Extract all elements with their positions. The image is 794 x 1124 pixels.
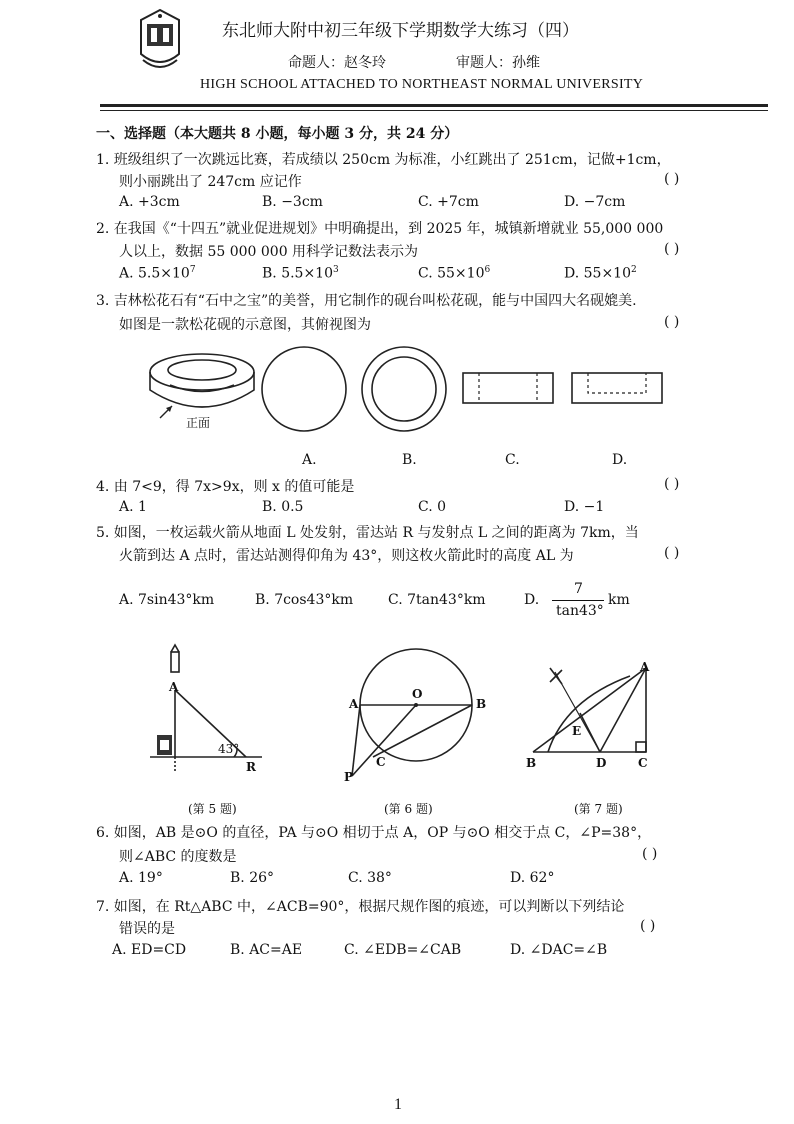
q5-answer-paren: ( ): [664, 545, 680, 561]
fig6-label-p: P: [344, 770, 354, 784]
q5-stem-line2: 火箭到达 A 点时，雷达站测得仰角为 43°，则这枚火箭此时的高度 AL 为: [119, 548, 574, 564]
q5-option-d-unit: km: [608, 592, 630, 608]
fig6-label-b: B: [476, 697, 487, 711]
fig5-label-r: R: [246, 760, 256, 774]
q1-answer-paren: ( ): [664, 171, 680, 187]
q2-stem-line2: 人以上，数据 55 000 000 用科学记数法表示为: [119, 244, 419, 260]
q6-answer-paren: ( ): [642, 846, 658, 862]
q2-option-c: C. $55\times 10^6$: [418, 265, 491, 282]
q6-option-c: C. 38°: [348, 870, 392, 886]
q6-stem-line1: 6. 如图，AB 是⊙O 的直径，PA 与⊙O 相切于点 A，OP 与⊙O 相交于点 C，∠P=38°，: [96, 825, 652, 841]
q4-option-a: A. 1: [119, 499, 147, 515]
q3-fig-label-b: B.: [402, 452, 417, 468]
q5-option-d-prefix: D.: [524, 592, 540, 608]
q2-stem-line1: 2. 在我国《“十四五”就业促进规划》中明确提出，到 2025 年，城镇新增就业 55,000 000: [96, 221, 664, 237]
q4-option-d: D. −1: [564, 499, 605, 515]
fig5-angle-label: 43°: [218, 742, 240, 756]
q7-stem-line1: 7. 如图，在 Rt△ABC 中，∠ACB=90°，根据尺规作图的痕迹，可以判断以下列结论: [96, 899, 625, 915]
q6-option-d: D. 62°: [510, 870, 555, 886]
section-heading: 一、选择题（本大题共 8 小题，每小题 3 分，共 24 分）: [96, 126, 459, 142]
fig7-construction: [533, 668, 646, 752]
fig7-label-e: E: [572, 724, 582, 738]
author: 命题人：赵冬玲: [288, 55, 386, 71]
q2-answer-paren: ( ): [664, 241, 680, 257]
fig7-label-d: D: [596, 756, 607, 770]
q3-stem-line2: 如图是一款松花砚的示意图，其俯视图为: [119, 317, 371, 333]
reviewer: 审题人：孙维: [456, 55, 540, 71]
q6-stem-line2: 则∠ABC 的度数是: [119, 849, 237, 865]
q3-answer-paren: ( ): [664, 314, 680, 330]
fig5-label-a: A: [169, 680, 179, 694]
q4-option-b: B. 0.5: [262, 499, 304, 515]
q7-stem-line2: 错误的是: [119, 921, 175, 937]
q5-option-b: B. 7cos43°km: [255, 592, 354, 608]
page-number: 1: [394, 1096, 402, 1113]
q1-option-b: B. −3cm: [262, 194, 323, 210]
fig5-caption: (第 5 题): [188, 802, 237, 816]
fig7-caption: (第 7 题): [574, 802, 623, 816]
fig6-caption: (第 6 题): [384, 802, 433, 816]
q1-stem-line1: 1. 班级组织了一次跳远比赛，若成绩以 250cm 为标准，小红跳出了 251cm，记做+1cm，: [96, 152, 671, 168]
fig7-label-c: C: [638, 756, 648, 770]
q6-option-b: B. 26°: [230, 870, 275, 886]
q3-fig-label-d: D.: [612, 452, 628, 468]
q1-option-d: D. −7cm: [564, 194, 626, 210]
q3-fig-label-c: C.: [505, 452, 520, 468]
q5-option-d-numerator: 7: [574, 581, 583, 597]
q1-option-c: C. +7cm: [418, 194, 479, 210]
exam-title: 东北师大附中初三年级下学期数学大练习（四）: [222, 21, 579, 41]
q6-option-a: A. 19°: [119, 870, 163, 886]
fig6-label-c: C: [376, 755, 386, 769]
q3-fig-label-a: A.: [302, 452, 317, 468]
q7-option-d: D. ∠DAC=∠B: [510, 942, 608, 958]
q4-option-c: C. 0: [418, 499, 447, 515]
q5-option-a: A. 7sin43°km: [119, 592, 215, 608]
q1-option-a: A. +3cm: [119, 194, 180, 210]
q5-option-c: C. 7tan43°km: [388, 592, 486, 608]
q4-stem: 4. 由 7<9，得 7x>9x，则 x 的值可能是: [96, 479, 355, 495]
q7-option-b: B. AC=AE: [230, 942, 303, 958]
q2-option-a: A. $5.5\times 10^7$: [119, 265, 196, 282]
front-label: 正面: [186, 416, 211, 430]
q5-stem-line1: 5. 如图，一枚运载火箭从地面 L 处发射，雷达站 R 与发射点 L 之间的距离为 7km，当: [96, 525, 639, 541]
fig7-label-b: B: [526, 756, 537, 770]
fig7-label-a: A: [640, 660, 650, 674]
q2-option-d: D. $55\times 10^2$: [564, 265, 637, 282]
school-english-name: HIGH SCHOOL ATTACHED TO NORTHEAST NORMAL UNIVERSITY: [200, 77, 644, 92]
q7-option-c: C. ∠EDB=∠CAB: [344, 942, 462, 958]
q1-stem-line2: 则小丽跳出了 247cm 应记作: [119, 174, 302, 190]
fig6-label-o: O: [412, 687, 423, 701]
q7-option-a: A. ED=CD: [112, 942, 187, 958]
q7-answer-paren: ( ): [640, 918, 656, 934]
fig6-circle: [352, 649, 472, 776]
q5-option-d-denominator: tan43°: [556, 603, 604, 619]
q4-answer-paren: ( ): [664, 476, 680, 492]
fig6-label-a: A: [349, 697, 359, 711]
q2-option-b: B. $5.5\times 10^3$: [262, 265, 339, 282]
q3-stem-line1: 3. 吉林松花石有“石中之宝”的美誉，用它制作的砚台叫松花砚，能与中国四大名砚媲美.: [96, 293, 637, 309]
